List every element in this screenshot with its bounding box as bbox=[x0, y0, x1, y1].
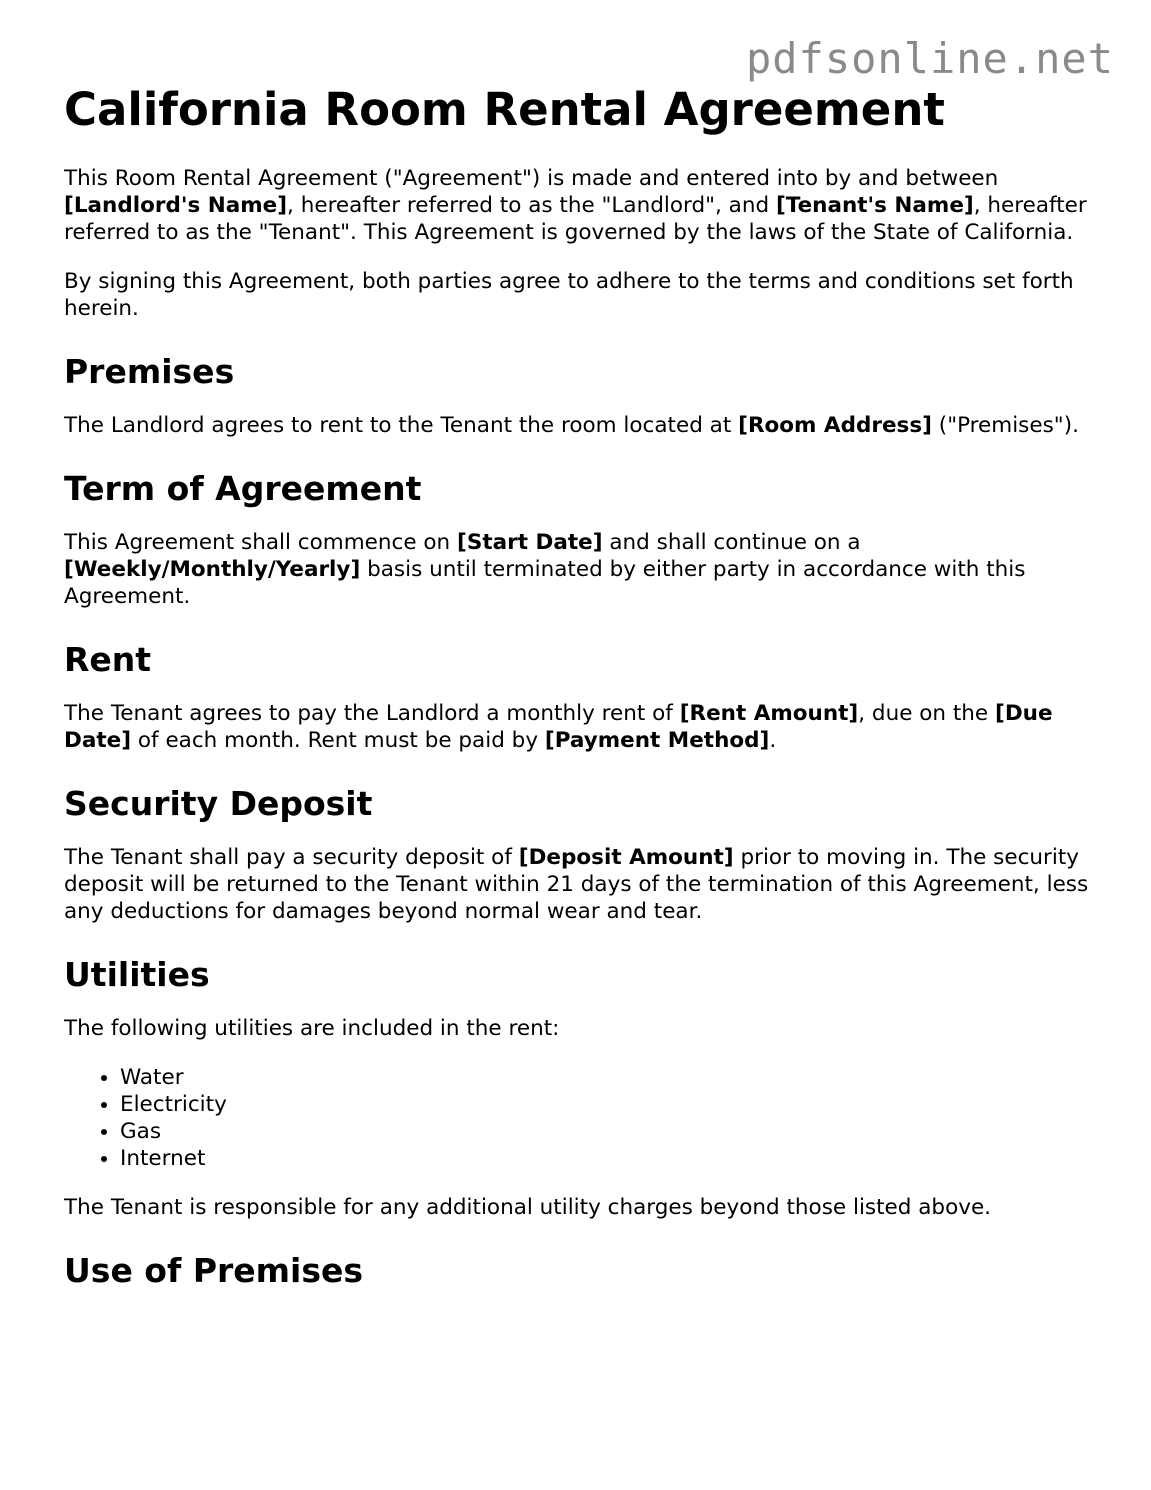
intro-paragraph bbox=[64, 165, 1094, 246]
rent-amount-placeholder: [Rent Amount] bbox=[679, 701, 859, 726]
premises-heading: Premises bbox=[64, 352, 235, 391]
deposit-paragraph bbox=[64, 844, 1094, 925]
tenant-name-placeholder: [Tenant's Name] bbox=[775, 193, 974, 218]
document-page bbox=[64, 84, 1094, 1311]
landlord-name-placeholder: [Landlord's Name] bbox=[64, 193, 288, 218]
room-address-placeholder: [Room Address] bbox=[738, 413, 932, 438]
deposit-amount-placeholder: [Deposit Amount] bbox=[518, 845, 734, 870]
utilities-list bbox=[64, 1064, 1094, 1172]
term-paragraph bbox=[64, 529, 1094, 610]
watermark: pdfsonline.net bbox=[745, 34, 1114, 83]
deposit-text-2: prior to moving in. The security deposit will be returned to the Tenant within 21 days of the termination of this Agreement, less any deductions for damages beyond normal wear and tear. bbox=[64, 845, 1089, 924]
term-text-2: and shall continue on a bbox=[602, 530, 861, 555]
rent-text-1: The Tenant agrees to pay the Landlord a monthly rent of bbox=[64, 701, 680, 726]
payment-method-placeholder: [Payment Method] bbox=[544, 728, 770, 753]
intro-text-1: This Room Rental Agreement ("Agreement") is made and entered into by and between bbox=[64, 166, 999, 191]
term-heading: Term of Agreement bbox=[64, 469, 422, 508]
deposit-text-1: The Tenant shall pay a security deposit of bbox=[64, 845, 519, 870]
premises-paragraph bbox=[64, 412, 1094, 439]
period-placeholder: [Weekly/Monthly/Yearly] bbox=[64, 557, 361, 582]
term-text-1: This Agreement shall commence on bbox=[64, 530, 458, 555]
term-text-3: basis until terminated by either party in accordance with this Agreement. bbox=[64, 557, 1026, 609]
use-heading: Use of Premises bbox=[64, 1251, 364, 1290]
rent-text-4: . bbox=[769, 728, 777, 753]
list-item: • Water bbox=[120, 1064, 1094, 1091]
agreement-paragraph: By signing this Agreement, both parties agree to adhere to the terms and conditions set forth herein. bbox=[64, 269, 1074, 321]
list-item: • Internet bbox=[120, 1145, 1094, 1172]
rent-paragraph bbox=[64, 700, 1094, 754]
deposit-heading: Security Deposit bbox=[64, 784, 373, 823]
rent-text-2: , due on the bbox=[858, 701, 995, 726]
utilities-intro: The following utilities are included in the rent: bbox=[64, 1016, 560, 1041]
utilities-note: The Tenant is responsible for any additional utility charges beyond those listed above. bbox=[64, 1195, 992, 1220]
start-date-placeholder: [Start Date] bbox=[457, 530, 603, 555]
document-title: California Room Rental Agreement bbox=[64, 83, 945, 136]
intro-text-3: , hereafter referred to as the "Tenant". This Agreement is governed by the laws of the State of California. bbox=[64, 193, 1087, 245]
rent-text-3: of each month. Rent must be paid by bbox=[131, 728, 545, 753]
list-item: • Electricity bbox=[120, 1091, 1094, 1118]
premises-text-2: ("Premises"). bbox=[931, 413, 1079, 438]
list-item: • Gas bbox=[120, 1118, 1094, 1145]
intro-text-2: , hereafter referred to as the "Landlord", and bbox=[287, 193, 776, 218]
rent-heading: Rent bbox=[64, 640, 152, 679]
premises-text-1: The Landlord agrees to rent to the Tenant the room located at bbox=[64, 413, 739, 438]
utilities-heading: Utilities bbox=[64, 955, 210, 994]
due-date-placeholder: [Due Date] bbox=[64, 701, 1053, 753]
